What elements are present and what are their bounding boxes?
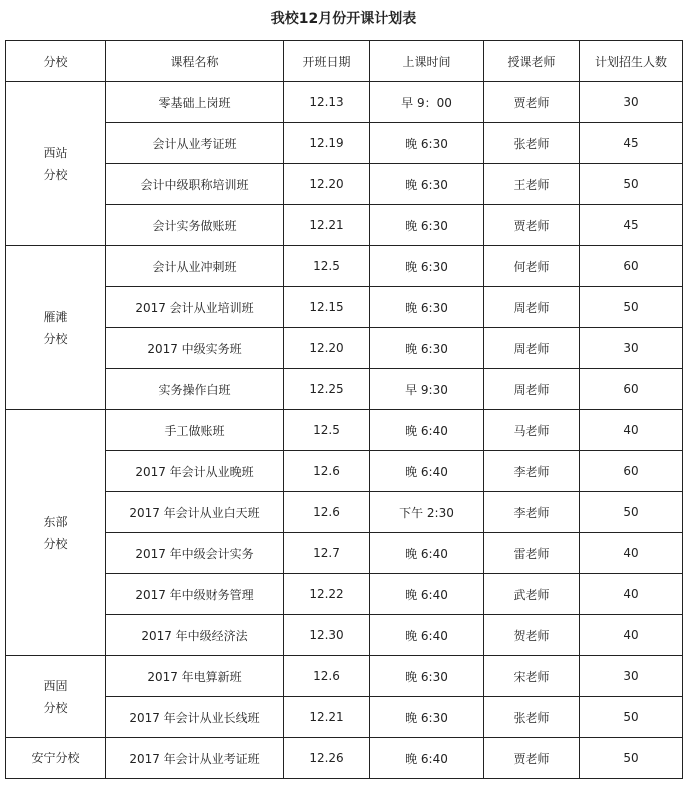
table-row — [6, 164, 683, 205]
count-cell: 50 — [580, 697, 683, 738]
count-cell: 40 — [580, 410, 683, 451]
time-cell: 早 9：00 — [370, 82, 484, 123]
table-row — [6, 738, 683, 779]
teacher-cell: 周老师 — [484, 328, 580, 369]
branch-name-line: 分校 — [43, 167, 68, 182]
date-cell: 12.26 — [284, 738, 370, 779]
teacher-cell: 马老师 — [484, 410, 580, 451]
course-cell: 实务操作白班 — [106, 369, 284, 410]
count-cell: 50 — [580, 164, 683, 205]
date-cell: 12.30 — [284, 615, 370, 656]
time-cell: 晚 6:30 — [370, 164, 484, 205]
course-cell: 零基础上岗班 — [106, 82, 284, 123]
header-branch: 分校 — [6, 41, 106, 82]
count-cell: 40 — [580, 615, 683, 656]
count-cell: 30 — [580, 656, 683, 697]
table-row — [6, 492, 683, 533]
date-cell: 12.5 — [284, 410, 370, 451]
table-row — [6, 82, 683, 123]
course-cell: 会计从业冲刺班 — [106, 246, 284, 287]
course-cell: 2017 年中级会计实务 — [106, 533, 284, 574]
time-cell: 晚 6:40 — [370, 451, 484, 492]
date-cell: 12.6 — [284, 451, 370, 492]
date-cell: 12.25 — [284, 369, 370, 410]
header-date: 开班日期 — [284, 41, 370, 82]
header-teacher: 授课老师 — [484, 41, 580, 82]
date-cell: 12.13 — [284, 82, 370, 123]
branch-cell — [6, 82, 106, 246]
count-cell: 45 — [580, 123, 683, 164]
table-row — [6, 697, 683, 738]
branch-cell — [6, 656, 106, 738]
teacher-cell: 李老师 — [484, 451, 580, 492]
date-cell: 12.15 — [284, 287, 370, 328]
branch-name-line: 分校 — [43, 331, 68, 346]
course-cell: 手工做账班 — [106, 410, 284, 451]
teacher-cell: 周老师 — [484, 287, 580, 328]
time-cell: 晚 6:40 — [370, 738, 484, 779]
branch-name-line: 东部 — [43, 514, 68, 529]
course-cell: 2017 年会计从业白天班 — [106, 492, 284, 533]
header-time: 上课时间 — [370, 41, 484, 82]
table-row — [6, 328, 683, 369]
count-cell: 30 — [580, 328, 683, 369]
time-cell: 早 9:30 — [370, 369, 484, 410]
date-cell: 12.6 — [284, 492, 370, 533]
date-cell: 12.7 — [284, 533, 370, 574]
course-cell: 会计实务做账班 — [106, 205, 284, 246]
time-cell: 晚 6:30 — [370, 123, 484, 164]
branch-cell — [6, 738, 106, 779]
course-cell: 会计中级职称培训班 — [106, 164, 284, 205]
time-cell: 晚 6:40 — [370, 410, 484, 451]
teacher-cell: 贺老师 — [484, 615, 580, 656]
table-row — [6, 615, 683, 656]
branch-name-line: 西固 — [43, 678, 68, 693]
teacher-cell: 雷老师 — [484, 533, 580, 574]
date-cell: 12.20 — [284, 164, 370, 205]
header-count: 计划招生人数 — [580, 41, 683, 82]
date-cell: 12.6 — [284, 656, 370, 697]
time-cell: 晚 6:30 — [370, 656, 484, 697]
branch-name-line: 分校 — [43, 536, 68, 551]
time-cell: 下午 2:30 — [370, 492, 484, 533]
teacher-cell: 张老师 — [484, 123, 580, 164]
teacher-cell: 贾老师 — [484, 205, 580, 246]
teacher-cell: 李老师 — [484, 492, 580, 533]
course-cell: 2017 年中级经济法 — [106, 615, 284, 656]
branch-name-line: 分校 — [43, 700, 68, 715]
count-cell: 40 — [580, 574, 683, 615]
time-cell: 晚 6:40 — [370, 533, 484, 574]
course-cell: 2017 年电算新班 — [106, 656, 284, 697]
page-title: 我校12月份开课计划表 — [270, 11, 417, 27]
branch-cell — [6, 410, 106, 656]
table-row — [6, 369, 683, 410]
table-row — [6, 410, 683, 451]
branch-cell — [6, 246, 106, 410]
table-row — [6, 533, 683, 574]
course-cell: 2017 中级实务班 — [106, 328, 284, 369]
course-cell: 2017 会计从业培训班 — [106, 287, 284, 328]
course-cell: 2017 年会计从业晚班 — [106, 451, 284, 492]
table-row — [6, 246, 683, 287]
course-cell: 2017 年会计从业长线班 — [106, 697, 284, 738]
count-cell: 30 — [580, 82, 683, 123]
course-cell: 2017 年中级财务管理 — [106, 574, 284, 615]
table-row — [6, 287, 683, 328]
time-cell: 晚 6:40 — [370, 615, 484, 656]
table-row — [6, 451, 683, 492]
time-cell: 晚 6:30 — [370, 287, 484, 328]
table-row — [6, 574, 683, 615]
table-row — [6, 656, 683, 697]
count-cell: 60 — [580, 369, 683, 410]
date-cell: 12.20 — [284, 328, 370, 369]
teacher-cell: 贾老师 — [484, 82, 580, 123]
count-cell: 45 — [580, 205, 683, 246]
count-cell: 50 — [580, 738, 683, 779]
date-cell: 12.19 — [284, 123, 370, 164]
teacher-cell: 王老师 — [484, 164, 580, 205]
course-cell: 会计从业考证班 — [106, 123, 284, 164]
branch-name-line: 西站 — [43, 145, 68, 160]
count-cell: 50 — [580, 492, 683, 533]
time-cell: 晚 6:40 — [370, 574, 484, 615]
date-cell: 12.21 — [284, 697, 370, 738]
teacher-cell: 张老师 — [484, 697, 580, 738]
count-cell: 60 — [580, 451, 683, 492]
time-cell: 晚 6:30 — [370, 246, 484, 287]
teacher-cell: 武老师 — [484, 574, 580, 615]
branch-name-line: 安宁分校 — [31, 751, 80, 765]
teacher-cell: 周老师 — [484, 369, 580, 410]
teacher-cell: 宋老师 — [484, 656, 580, 697]
date-cell: 12.5 — [284, 246, 370, 287]
time-cell: 晚 6:30 — [370, 328, 484, 369]
schedule-table — [5, 40, 683, 779]
time-cell: 晚 6:30 — [370, 697, 484, 738]
date-cell: 12.22 — [284, 574, 370, 615]
count-cell: 60 — [580, 246, 683, 287]
branch-name-line: 雁滩 — [43, 309, 68, 324]
course-cell: 2017 年会计从业考证班 — [106, 738, 284, 779]
header-row — [6, 41, 683, 82]
table-row — [6, 205, 683, 246]
header-course: 课程名称 — [106, 41, 284, 82]
table-row — [6, 123, 683, 164]
count-cell: 50 — [580, 287, 683, 328]
date-cell: 12.21 — [284, 205, 370, 246]
teacher-cell: 贾老师 — [484, 738, 580, 779]
time-cell: 晚 6:30 — [370, 205, 484, 246]
teacher-cell: 何老师 — [484, 246, 580, 287]
count-cell: 40 — [580, 533, 683, 574]
